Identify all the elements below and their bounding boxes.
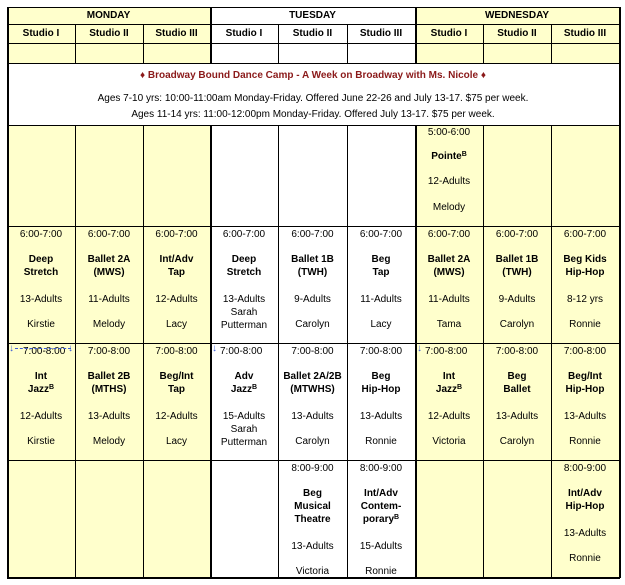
grid-line-bottom [7,578,620,579]
class-cell[interactable] [347,226,415,343]
class-cell[interactable] [278,343,347,460]
class-ages: 12-Adults [155,294,198,305]
class-cell-bg [551,125,619,226]
class-cell-bg [143,125,210,226]
class-name: Ballet 2A [87,254,131,265]
class-teacher: Victoria [432,436,466,447]
class-ages: 11-Adults [360,294,402,305]
class-name: Hip-Hop [565,267,605,278]
superscript-mark: B [457,384,463,391]
grid-line [7,43,620,44]
studio-divider [278,24,279,64]
class-name: Int [442,371,456,382]
class-name: (MWS) [433,267,465,278]
class-name: Beg [371,254,391,265]
studio-divider [278,125,279,578]
class-teacher: Lacy [165,436,188,447]
class-name: Stretch [226,267,262,278]
class-cell-bg [143,460,210,577]
class-name: Int/Adv [568,488,602,499]
class-name: Beg/Int [568,371,602,382]
class-cell[interactable] [483,343,551,460]
class-cell[interactable] [415,226,483,343]
class-teacher: Ronnie [569,319,601,330]
class-time: 6:00-7:00 [19,229,63,240]
studio-header: Studio II [292,28,333,39]
class-ages: 11-Adults [428,294,470,305]
class-name: (TWH) [502,267,532,278]
class-name: Tap [167,384,186,395]
class-cell[interactable] [75,343,143,460]
class-name: Deep [28,254,54,265]
class-name: Int [34,371,48,382]
studio-divider [551,24,552,64]
class-time: 7:00-8:00 [563,346,607,357]
class-name: Hip-Hop [361,384,401,395]
day-border [211,7,212,64]
class-name: Musical [294,501,331,512]
class-cell[interactable] [75,226,143,343]
class-name: Hip-Hop [565,384,605,395]
class-name: Theatre [294,514,331,525]
superscript-mark: B [394,514,400,521]
day-border [8,7,9,64]
class-teacher: Melody [92,319,126,330]
class-cell[interactable] [143,226,210,343]
banner-line-ages-11-14: Ages 11-14 yrs: 11:00-12:00pm Monday-Friday. Offered July 13-17. $75 per week. [131,109,495,120]
class-cell[interactable] [278,460,347,577]
class-name: porary$^B$ [362,514,400,525]
day-header-wednesday: WEDNESDAY [484,10,550,21]
class-name: Adv [234,371,254,382]
class-ages: 13-Adults [291,411,334,422]
class-cell[interactable] [7,226,75,343]
arrow-down-icon: ↓ [9,343,14,354]
class-ages: 11-Adults [88,294,130,305]
class-teacher: Carolyn [499,436,535,447]
class-name: Jazz$^B$ [27,384,55,395]
class-teacher: Sarah [230,307,258,318]
class-ages: 13-Adults [495,411,539,422]
class-cell-bg [7,125,75,226]
studio-divider [143,24,144,64]
class-name: Ballet 1B [495,254,539,265]
class-cell-bg [278,125,347,226]
class-ages: 9-Adults [498,294,536,305]
class-time: 7:00-8:00 [87,346,131,357]
class-time: 5:00-6:00 [427,127,471,138]
grid-line [7,226,620,227]
class-cell[interactable] [278,226,347,343]
class-teacher: Carolyn [499,319,535,330]
class-teacher: Lacy [165,319,188,330]
class-teacher: Kirstie [27,319,55,330]
day-border [620,7,621,64]
studio-header: Studio I [225,28,263,39]
class-ages: 13-Adults [291,541,334,552]
class-ages: 12-Adults [427,176,471,187]
studio-header: Studio III [155,28,198,39]
class-teacher: Putterman [220,437,268,448]
class-time: 7:00-8:00 [220,346,263,357]
class-time: 6:00-7:00 [291,229,334,240]
class-time: 6:00-7:00 [359,229,403,240]
class-time: 7:00-8:00 [359,346,403,357]
class-name: Ballet 2B [87,371,131,382]
class-time: 6:00-7:00 [427,229,471,240]
studio-divider [143,125,144,578]
grid-line [7,460,620,461]
class-ages: 8-12 yrs [566,294,604,305]
class-cell-bg [75,460,143,577]
class-cell[interactable] [143,343,210,460]
class-ages: 13-Adults [19,294,63,305]
superscript-mark: B [252,384,258,391]
class-name: Beg [303,488,322,499]
class-name: Beg Kids [563,254,607,265]
class-time: 6:00-7:00 [563,229,607,240]
class-name: (MTHS) [91,384,127,395]
studio-header: Studio I [22,28,60,39]
class-time: 7:00-8:00 [155,346,198,357]
day-border [416,7,417,64]
class-ages: 13-Adults [563,411,607,422]
class-name: Int/Adv [364,488,398,499]
class-name: Beg [371,371,391,382]
class-time: 7:00-8:00 [23,346,66,357]
class-time: 8:00-9:00 [359,463,403,474]
class-cell-bg [347,125,415,226]
class-name: (MTWHS) [290,384,335,395]
class-name: Ballet 1B [291,254,334,265]
class-teacher: Victoria [295,566,330,577]
class-teacher: Ronnie [365,436,397,447]
class-teacher: Carolyn [295,319,330,330]
class-teacher: Tama [436,319,462,330]
class-cell[interactable] [551,226,619,343]
class-cell[interactable] [210,343,278,460]
class-cell[interactable] [7,343,75,460]
class-time: 7:00-8:00 [495,346,539,357]
class-teacher: Melody [432,202,466,213]
studio-divider [551,125,552,578]
class-name: Jazz$^B$ [435,384,463,395]
class-ages: 13-Adults [359,411,403,422]
class-ages: 13-Adults [222,294,266,305]
class-name: Deep [231,254,257,265]
studio-divider [483,125,484,578]
class-name: (MWS) [93,267,125,278]
class-name: Beg [507,371,527,382]
class-time: 8:00-9:00 [291,463,334,474]
class-cell-bg [7,460,75,577]
day-header-monday: MONDAY [86,10,131,21]
class-name: Tap [167,267,186,278]
studio-divider [75,24,76,64]
class-time: 7:00-8:00 [291,346,334,357]
studio-header: Studio III [359,28,403,39]
grid-line [7,24,620,25]
class-name: Stretch [23,267,59,278]
class-ages: 12-Adults [427,411,471,422]
class-name: Ballet 2A [427,254,471,265]
class-teacher: Melody [92,436,126,447]
studio-header: Studio II [89,28,129,39]
studio-header: Studio III [563,28,607,39]
studio-header: Studio I [430,28,468,39]
class-name: Tap [372,267,390,278]
class-time: 6:00-7:00 [155,229,198,240]
class-time: 7:00-8:00 [425,346,468,357]
class-time: 6:00-7:00 [87,229,131,240]
class-name: Beg/Int [159,371,194,382]
arrow-down-icon: ↓ [417,343,422,354]
studio-header: Studio II [497,28,537,39]
class-teacher: Kirstie [27,436,55,447]
class-ages: 13-Adults [563,528,607,539]
class-ages: 9-Adults [294,294,331,305]
arrow-dashed-link [15,348,71,349]
class-name: Ballet 2A/2B [283,371,342,382]
grid-line [7,125,620,126]
class-name: Int/Adv [159,254,194,265]
studio-divider [347,24,348,64]
class-cell-bg [483,125,551,226]
class-cell[interactable] [210,226,278,343]
class-time: 6:00-7:00 [222,229,266,240]
class-teacher: Carolyn [295,436,330,447]
class-cell-bg [210,460,278,577]
class-ages: 15-Adults [222,411,266,422]
class-name: Jazz$^B$ [230,384,258,395]
class-teacher: Ronnie [365,566,397,577]
class-teacher: Ronnie [569,553,601,564]
studio-divider [483,24,484,64]
class-cell[interactable] [483,226,551,343]
class-cell[interactable] [415,125,483,226]
day-border [620,125,621,578]
class-cell-bg [415,460,483,577]
grid-line-top [7,7,620,8]
banner-line-ages-7-10: Ages 7-10 yrs: 10:00-11:00am Monday-Friday. Offered June 22-26 and July 13-17. $75 per week. [97,93,529,104]
class-name: (TWH) [297,267,328,278]
class-time: 8:00-9:00 [563,463,607,474]
superscript-mark: B [49,384,55,391]
arrow-down-icon: ↓ [68,343,73,354]
class-name: Contem- [360,501,402,512]
studio-divider [347,125,348,578]
class-ages: 13-Adults [87,411,131,422]
class-teacher: Putterman [220,320,268,331]
class-cell[interactable] [347,343,415,460]
class-cell-bg [75,125,143,226]
class-ages: 15-Adults [359,541,403,552]
class-teacher: Lacy [370,319,392,330]
class-time: 6:00-7:00 [495,229,539,240]
class-name: Pointe$^B$ [431,151,467,162]
banner-title: ♦ Broadway Bound Dance Camp - A Week on Broadway with Ms. Nicole ♦ [139,70,486,81]
superscript-mark: B [461,151,467,158]
class-cell[interactable] [415,343,483,460]
grid-line [7,343,620,344]
arrow-down-icon: ↓ [212,343,217,354]
class-name: Hip-Hop [565,501,605,512]
class-cell-bg [483,460,551,577]
class-ages: 12-Adults [155,411,198,422]
class-teacher: Sarah [230,424,258,435]
day-header-tuesday: TUESDAY [289,10,336,21]
studio-divider [75,125,76,578]
class-name: Ballet [503,384,531,395]
grid-line [620,63,621,126]
class-cell[interactable] [551,343,619,460]
class-cell[interactable] [347,460,415,577]
class-cell[interactable] [551,460,619,577]
grid-line [8,63,9,126]
class-cell-bg [210,125,278,226]
class-ages: 12-Adults [19,411,63,422]
grid-line [7,63,620,64]
class-teacher: Ronnie [569,436,601,447]
